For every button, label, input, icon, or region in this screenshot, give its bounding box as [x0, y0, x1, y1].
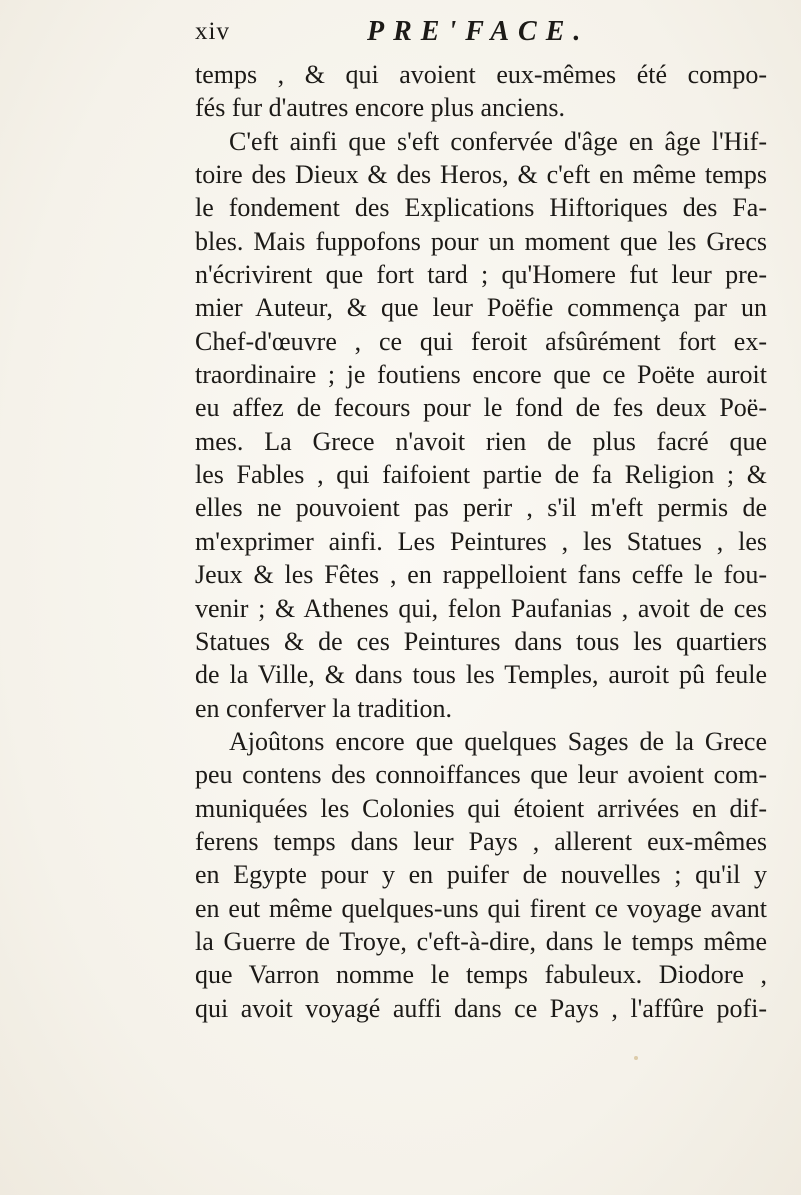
text-line: muniquées les Colonies qui étoient arrivées en dif- [195, 793, 767, 823]
body-text [195, 58, 767, 1025]
text-line: fés fur d'autres encore plus anciens. [195, 93, 565, 123]
running-title: PRE'FACE. [367, 16, 590, 47]
text-line: C'eft ainfi que s'eft confervée d'âge en âge l'Hif- [229, 126, 767, 156]
text-line: n'écrivirent que fort tard ; qu'Homere fut leur pre- [195, 260, 767, 290]
text-line: peu contens des connoiffances que leur avoient com- [195, 760, 767, 790]
ink-speck [634, 1056, 638, 1060]
page-number: xiv [195, 18, 230, 45]
text-line: qui avoit voyagé auffi dans ce Pays , l'affûre pofi- [195, 993, 767, 1023]
page-header [195, 16, 755, 56]
text-line: ferens temps dans leur Pays , allerent eux-mêmes [195, 826, 767, 856]
text-line: en Egypte pour y en puifer de nouvelles ; qu'il y [195, 860, 767, 890]
text-line: mier Auteur, & que leur Poëfie commença par un [195, 293, 767, 323]
text-line: de la Ville, & dans tous les Temples, auroit pû feule [195, 660, 767, 690]
text-line: m'exprimer ainfi. Les Peintures , les Statues , les [195, 526, 767, 556]
text-line: Statues & de ces Peintures dans tous les quartiers [195, 626, 767, 656]
text-line: les Fables , qui faifoient partie de fa Religion ; & [195, 460, 767, 490]
text-line: elles ne pouvoient pas perir , s'il m'eft permis de [195, 493, 767, 523]
text-line: toire des Dieux & des Heros, & c'eft en même temps [195, 160, 767, 190]
text-line: traordinaire ; je foutiens encore que ce Poëte auroit [195, 360, 767, 390]
text-line: venir ; & Athenes qui, felon Paufanias , avoit de ces [195, 593, 767, 623]
text-line: en conferver la tradition. [195, 693, 452, 723]
text-line: temps , & qui avoient eux-mêmes été compo- [195, 60, 767, 89]
text-line: bles. Mais fuppofons pour un moment que les Grecs [195, 226, 767, 256]
text-line: Jeux & les Fêtes , en rappelloient fans ceffe le fou- [195, 560, 767, 590]
text-line: eu affez de fecours pour le fond de fes deux Poë- [195, 393, 767, 423]
text-line: Ajoûtons encore que quelques Sages de la Grece [229, 726, 767, 756]
text-line: la Guerre de Troye, c'eft-à-dire, dans le temps même [195, 926, 767, 956]
text-line: que Varron nomme le temps fabuleux. Diodore , [195, 960, 767, 990]
text-line: mes. La Grece n'avoit rien de plus facré que [195, 426, 767, 456]
text-line: le fondement des Explications Hiftoriques des Fa- [195, 193, 767, 223]
text-line: en eut même quelques-uns qui firent ce voyage avant [195, 893, 767, 923]
text-line: Chef-d'œuvre , ce qui feroit afsûrément fort ex- [195, 326, 767, 356]
